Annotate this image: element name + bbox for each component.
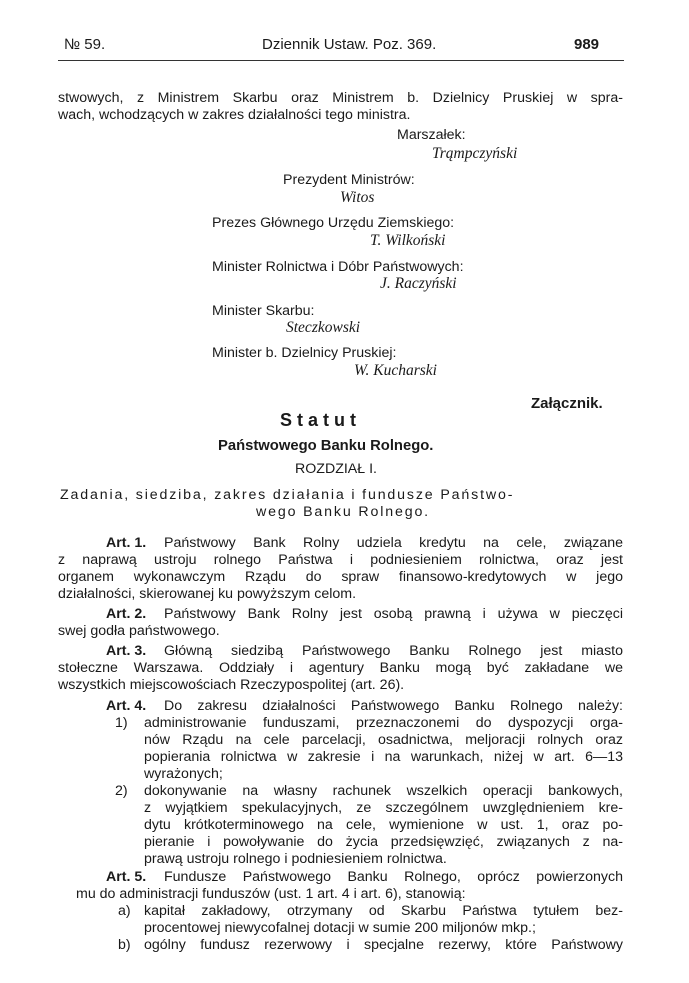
list-letter: b)	[118, 937, 131, 953]
issue-number: № 59.	[64, 36, 106, 53]
list-item-text: dytu krótkoterminowego na cele, wymienione w ust. 1, oraz po-	[144, 817, 623, 833]
signature-title: Marszałek:	[397, 127, 466, 143]
signature-title: Prezes Głównego Urzędu Ziemskiego:	[212, 215, 455, 231]
chapter-title: wego Banku Rolnego.	[256, 504, 430, 520]
article-text: Do zakresu działalności Państwowego Banku Rolnego należy:	[164, 698, 623, 714]
article-text: Fundusze Państwowego Banku Rolnego, oprócz powierzonych	[164, 869, 623, 885]
article-text: działalności, skierowanej ku powyższym celom.	[58, 586, 357, 602]
list-item-text: dokonywanie na własny rachunek wszelkich operacji bankowych,	[144, 783, 623, 799]
list-number: 1)	[115, 715, 128, 731]
signature-title: Minister Skarbu:	[212, 303, 315, 319]
article-label: Art. 5.	[106, 869, 147, 885]
signature-name: J. Raczyński	[380, 275, 457, 292]
list-item-text: procentowej niewycofalnej dotacji w sumie 200 miljonów mkp.;	[144, 920, 536, 936]
statute-title: Statut	[280, 410, 361, 430]
intro-line: stwowych, z Ministrem Skarbu oraz Ministrem b. Dzielnicy Pruskiej w spra-	[58, 90, 623, 106]
article-text: Państwowy Bank Rolny jest osobą prawną i używa w pieczęci	[164, 606, 623, 622]
list-number: 2)	[115, 783, 128, 799]
list-item-text: popierania rolnictwa w zakresie i na warunkach, niżej w art. 6—13	[144, 749, 623, 765]
chapter-heading: ROZDZIAŁ I.	[295, 461, 377, 477]
list-letter: a)	[118, 903, 131, 919]
signature-name: T. Wilkoński	[370, 232, 446, 249]
article-text: Główną siedzibą Państwowego Banku Rolnego jest miasto	[164, 643, 623, 659]
article-text: Państwowy Bank Rolny udziela kredytu na cele, związane	[164, 535, 623, 551]
list-item-text: wyrażonych;	[144, 766, 223, 782]
signature-title: Minister b. Dzielnicy Pruskiej:	[212, 345, 397, 361]
page-number: 989	[574, 36, 600, 53]
intro-line: wach, wchodzących w zakres działalności tego ministra.	[58, 107, 411, 123]
header-rule	[58, 60, 624, 61]
article-text: mu do administracji funduszów (ust. 1 art. 4 i art. 6), stanowią:	[76, 886, 466, 902]
list-item-text: pieranie i powoływanie do życia przedsięwzięć, związanych z na-	[144, 834, 623, 850]
article-label: Art. 1.	[106, 535, 147, 551]
article-label: Art. 4.	[106, 698, 147, 714]
signature-name: W. Kucharski	[354, 362, 437, 379]
article-text: organem wykonawczym Rządu do spraw finansowo-kredytowych w jego	[58, 569, 623, 585]
article-label: Art. 2.	[106, 606, 147, 622]
journal-title: Dziennik Ustaw. Poz. 369.	[262, 36, 437, 53]
signature-title: Prezydent Ministrów:	[283, 172, 415, 188]
list-item-text: administrowanie funduszami, przeznaczonemi do dyspozycji orga-	[144, 715, 623, 731]
list-item-text: kapitał zakładowy, otrzymany od Skarbu Państwa tytułem bez-	[144, 903, 623, 919]
chapter-title: Zadania, siedziba, zakres działania i fundusze Państwo-	[60, 487, 515, 503]
article-text: z naprawą ustroju rolnego Państwa i podniesieniem rolnictwa, oraz jest	[58, 552, 623, 568]
article-text: stołeczne Warszawa. Oddziały i agentury Banku mogą być zakładane we	[58, 660, 623, 676]
signature-name: Witos	[340, 189, 375, 206]
article-text: wszystkich miejscowościach Rzeczypospolitej (art. 26).	[58, 677, 405, 693]
signature-title: Minister Rolnictwa i Dóbr Państwowych:	[212, 259, 464, 275]
statute-subtitle: Państwowego Banku Rolnego.	[218, 438, 434, 454]
list-item-text: z wyjątkiem spekulacyjnych, ze szczególnem uwzględnieniem kre-	[144, 800, 623, 816]
article-text: swej godła państwowego.	[58, 623, 220, 639]
list-item-text: nów Rządu na cele parcelacji, osadnictwa, meljoracji rolnych oraz	[144, 732, 623, 748]
list-item-text: ogólny fundusz rezerwowy i specjalne rezerwy, które Państwowy	[144, 937, 623, 953]
list-item-text: prawą ustroju rolnego i podniesieniem rolnictwa.	[144, 851, 447, 867]
attachment-label: Załącznik.	[531, 395, 603, 412]
signature-name: Steczkowski	[286, 319, 361, 336]
signature-name: Trąmpczyński	[432, 145, 518, 162]
article-label: Art. 3.	[106, 643, 147, 659]
